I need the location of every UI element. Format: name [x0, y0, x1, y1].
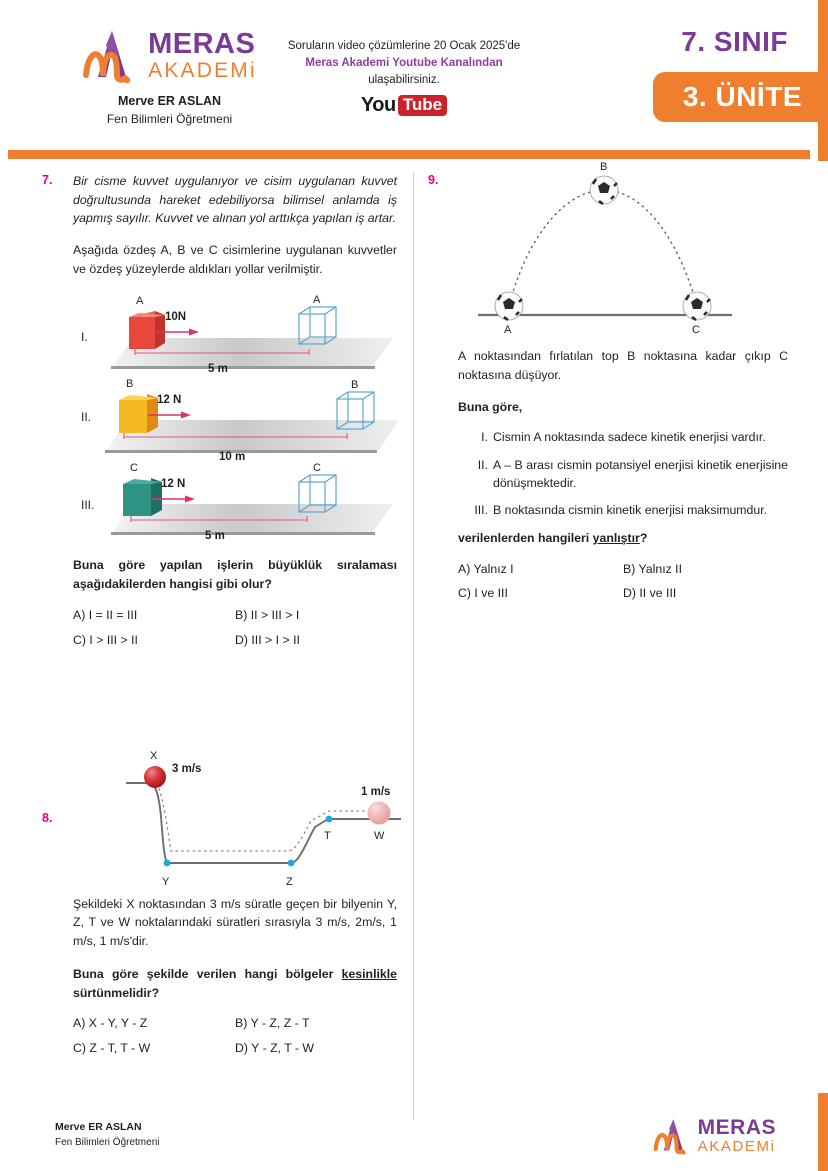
- promo-block: [278, 40, 530, 116]
- point-z-marker: [288, 859, 295, 866]
- force-row-2-roman: II.: [81, 410, 92, 425]
- svg-text:B: B: [351, 379, 359, 392]
- point-b-label: B: [600, 161, 608, 173]
- question-7: [42, 172, 397, 649]
- question-9-option-b[interactable]: B) Yalnız II: [623, 561, 683, 576]
- promo-line-3: ulaşabilirsiniz.: [368, 74, 440, 86]
- point-y-label: Y: [162, 875, 170, 888]
- svg-text:C: C: [130, 462, 138, 475]
- question-8-prompt-pre: Buna göre şekilde verilen hangi bölgeler: [73, 966, 342, 981]
- question-9-roman-2-text: A – B arası cismin potansiyel enerjisi kinetik enerjisine dönüşmektedir.: [493, 457, 788, 490]
- force-row-3-distance: 5 m: [205, 530, 225, 543]
- force-row-3-roman: III.: [81, 498, 95, 513]
- youtube-you-text: You: [360, 94, 396, 117]
- point-t-label: T: [324, 829, 331, 842]
- speed-end-label: 1 m/s: [361, 785, 391, 798]
- footer-brand-wordmark: [698, 1117, 776, 1154]
- page-footer: [0, 1093, 828, 1171]
- svg-text:C: C: [313, 462, 321, 475]
- question-9-roman-2: [458, 456, 788, 493]
- footer-brand-name-meras: MERAS: [697, 1116, 776, 1139]
- question-9-prompt-post: ?: [639, 530, 648, 545]
- youtube-logo-icon[interactable]: [361, 95, 447, 116]
- question-8-prompt-underline: kesinlikle: [341, 966, 397, 981]
- question-8-option-d[interactable]: D) Y - Z, T - W: [235, 1041, 315, 1056]
- question-9-figure: [458, 161, 788, 347]
- force-row-2-distance: 10 m: [219, 451, 246, 464]
- brand-name-akademi: AKADEMi: [148, 58, 257, 82]
- soccer-ball-b: [590, 176, 618, 204]
- question-8-option-a[interactable]: A) X - Y, Y - Z: [73, 1016, 148, 1031]
- force-row-1-roman: I.: [81, 330, 88, 345]
- point-y-marker: [164, 859, 171, 866]
- question-7-option-a[interactable]: A) I = II = III: [73, 607, 138, 622]
- question-8-number: 8.: [42, 810, 53, 825]
- question-8-prompt-post: sürtünmelidir?: [73, 985, 160, 1000]
- cube-solid-a: [129, 311, 165, 349]
- question-9-stem: A noktasından fırlatılan top B noktasına kadar çıkıp C noktasına düşüyor.: [458, 349, 788, 382]
- cube-solid-c: [123, 478, 162, 516]
- point-t-marker: [326, 815, 333, 822]
- question-9-lead: Buna göre,: [458, 400, 523, 415]
- question-9-option-c[interactable]: C) I ve III: [458, 586, 508, 601]
- question-9-prompt-pre: verilenlerden hangileri: [458, 530, 593, 545]
- question-9-number: 9.: [428, 173, 439, 187]
- question-7-option-b[interactable]: B) II > III > I: [235, 607, 300, 622]
- footer-brand-logo: [653, 1115, 776, 1156]
- point-z-label: Z: [286, 875, 293, 888]
- point-a-label: A: [504, 324, 512, 336]
- grade-label: 7. SINIF: [681, 26, 788, 57]
- point-c-label: C: [692, 324, 700, 336]
- teacher-title: Fen Bilimleri Öğretmeni: [106, 112, 233, 126]
- soccer-ball-a: [495, 292, 523, 320]
- footer-meras-logo-icon: [653, 1115, 695, 1156]
- point-x-label: X: [150, 749, 158, 762]
- cube-solid-b: [119, 394, 158, 433]
- question-9-roman-3-label: III.: [474, 503, 488, 518]
- svg-text:12 N: 12 N: [157, 394, 182, 407]
- question-8-prompt: [73, 965, 397, 1002]
- question-8-option-b[interactable]: B) Y - Z, Z - T: [235, 1016, 310, 1031]
- question-7-options: [73, 608, 397, 649]
- speed-start-label: 3 m/s: [172, 762, 202, 775]
- youtube-tube-text: Tube: [398, 95, 447, 116]
- promo-line-2: Meras Akademi Youtube Kanalından: [305, 57, 503, 69]
- svg-text:10N: 10N: [165, 311, 187, 324]
- question-7-paragraph: Aşağıda özdeş A, B ve C cisimlerine uygulanan kuvvetler ve özdeş yüzeylerde aldıkları yollar verilmiştir.: [73, 243, 397, 276]
- question-9-roman-1-label: I.: [481, 430, 488, 445]
- column-divider: [413, 172, 414, 1120]
- question-8-options: [73, 1016, 397, 1057]
- meras-logo-icon: [82, 25, 144, 85]
- question-9-options: [458, 562, 788, 603]
- svg-text:A: A: [136, 295, 144, 308]
- footer-teacher-name: Merve ER ASLAN: [55, 1121, 142, 1133]
- page-header: [0, 0, 828, 150]
- point-w-label: W: [374, 829, 385, 842]
- question-9-prompt-underline: yanlıştır: [592, 530, 640, 545]
- question-9-option-a[interactable]: A) Yalnız I: [458, 561, 514, 576]
- promo-line-1: Soruların video çözümlerine 20 Ocak 2025'de: [287, 40, 521, 52]
- force-diagram-row-3: [73, 462, 397, 542]
- ball-start: [144, 766, 166, 788]
- svg-text:B: B: [126, 378, 134, 391]
- force-diagram-row-1: [73, 294, 397, 374]
- question-8-figure: [73, 745, 397, 895]
- question-9-roman-2-label: II.: [477, 457, 488, 472]
- footer-teacher-title: Fen Bilimleri Öğretmeni: [55, 1137, 160, 1148]
- teacher-name: Merve ER ASLAN: [117, 94, 222, 108]
- svg-text:A: A: [313, 294, 321, 307]
- question-9: [428, 161, 788, 602]
- question-9-roman-3: [458, 501, 788, 519]
- footer-brand-name-akademi: AKADEMi: [697, 1138, 776, 1155]
- question-9-prompt: [458, 529, 788, 548]
- ball-end: [368, 801, 391, 824]
- question-7-prompt: Buna göre yapılan işlerin büyüklük sıralaması aşağıdakilerden hangisi gibi olur?: [73, 558, 397, 592]
- force-row-1-distance: 5 m: [208, 363, 228, 376]
- question-8-option-c[interactable]: C) Z - T, T - W: [73, 1041, 151, 1056]
- question-8: [42, 745, 397, 1057]
- svg-text:12 N: 12 N: [161, 478, 186, 491]
- right-column: [428, 161, 788, 602]
- question-7-option-c[interactable]: C) I > III > II: [73, 632, 138, 647]
- question-7-figure: [73, 294, 397, 542]
- question-9-roman-list: [458, 428, 788, 520]
- brand-logo-block: [52, 24, 287, 126]
- brand-name-meras: MERAS: [148, 27, 256, 60]
- question-7-number: 7.: [42, 173, 53, 187]
- brand-wordmark: [148, 27, 257, 82]
- question-9-option-d[interactable]: D) II ve III: [623, 586, 677, 601]
- header-divider: [8, 150, 810, 159]
- left-column: [42, 172, 397, 1057]
- question-7-stem: Bir cisme kuvvet uygulanıyor ve cisim uygulanan kuvvet doğrultusunda hareket edebiliyorsa bilimsel anlamda iş yapmış sayılır. Kuvvet ve alınan yol arttıkça yapılan iş artar.: [73, 174, 397, 226]
- question-8-stem: Şekildeki X noktasından 3 m/s süratle geçen bir bilyenin Y, Z, T ve W noktalarındaki süratleri sırasıyla 3 m/s, 2m/s, 1 m/s, 1 m/s'dir.: [73, 896, 397, 949]
- question-9-roman-1: [458, 428, 788, 446]
- question-9-roman-1-text: Cismin A noktasında sadece kinetik enerjisi vardır.: [493, 430, 766, 445]
- right-edge-accent-top: [818, 0, 828, 161]
- unit-badge: 3. ÜNİTE: [653, 72, 828, 122]
- question-9-roman-3-text: B noktasında cismin kinetik enerjisi maksimumdur.: [493, 503, 768, 518]
- force-diagram-row-2: [73, 374, 397, 462]
- soccer-ball-c: [683, 292, 711, 320]
- question-7-option-d[interactable]: D) III > I > II: [235, 632, 300, 647]
